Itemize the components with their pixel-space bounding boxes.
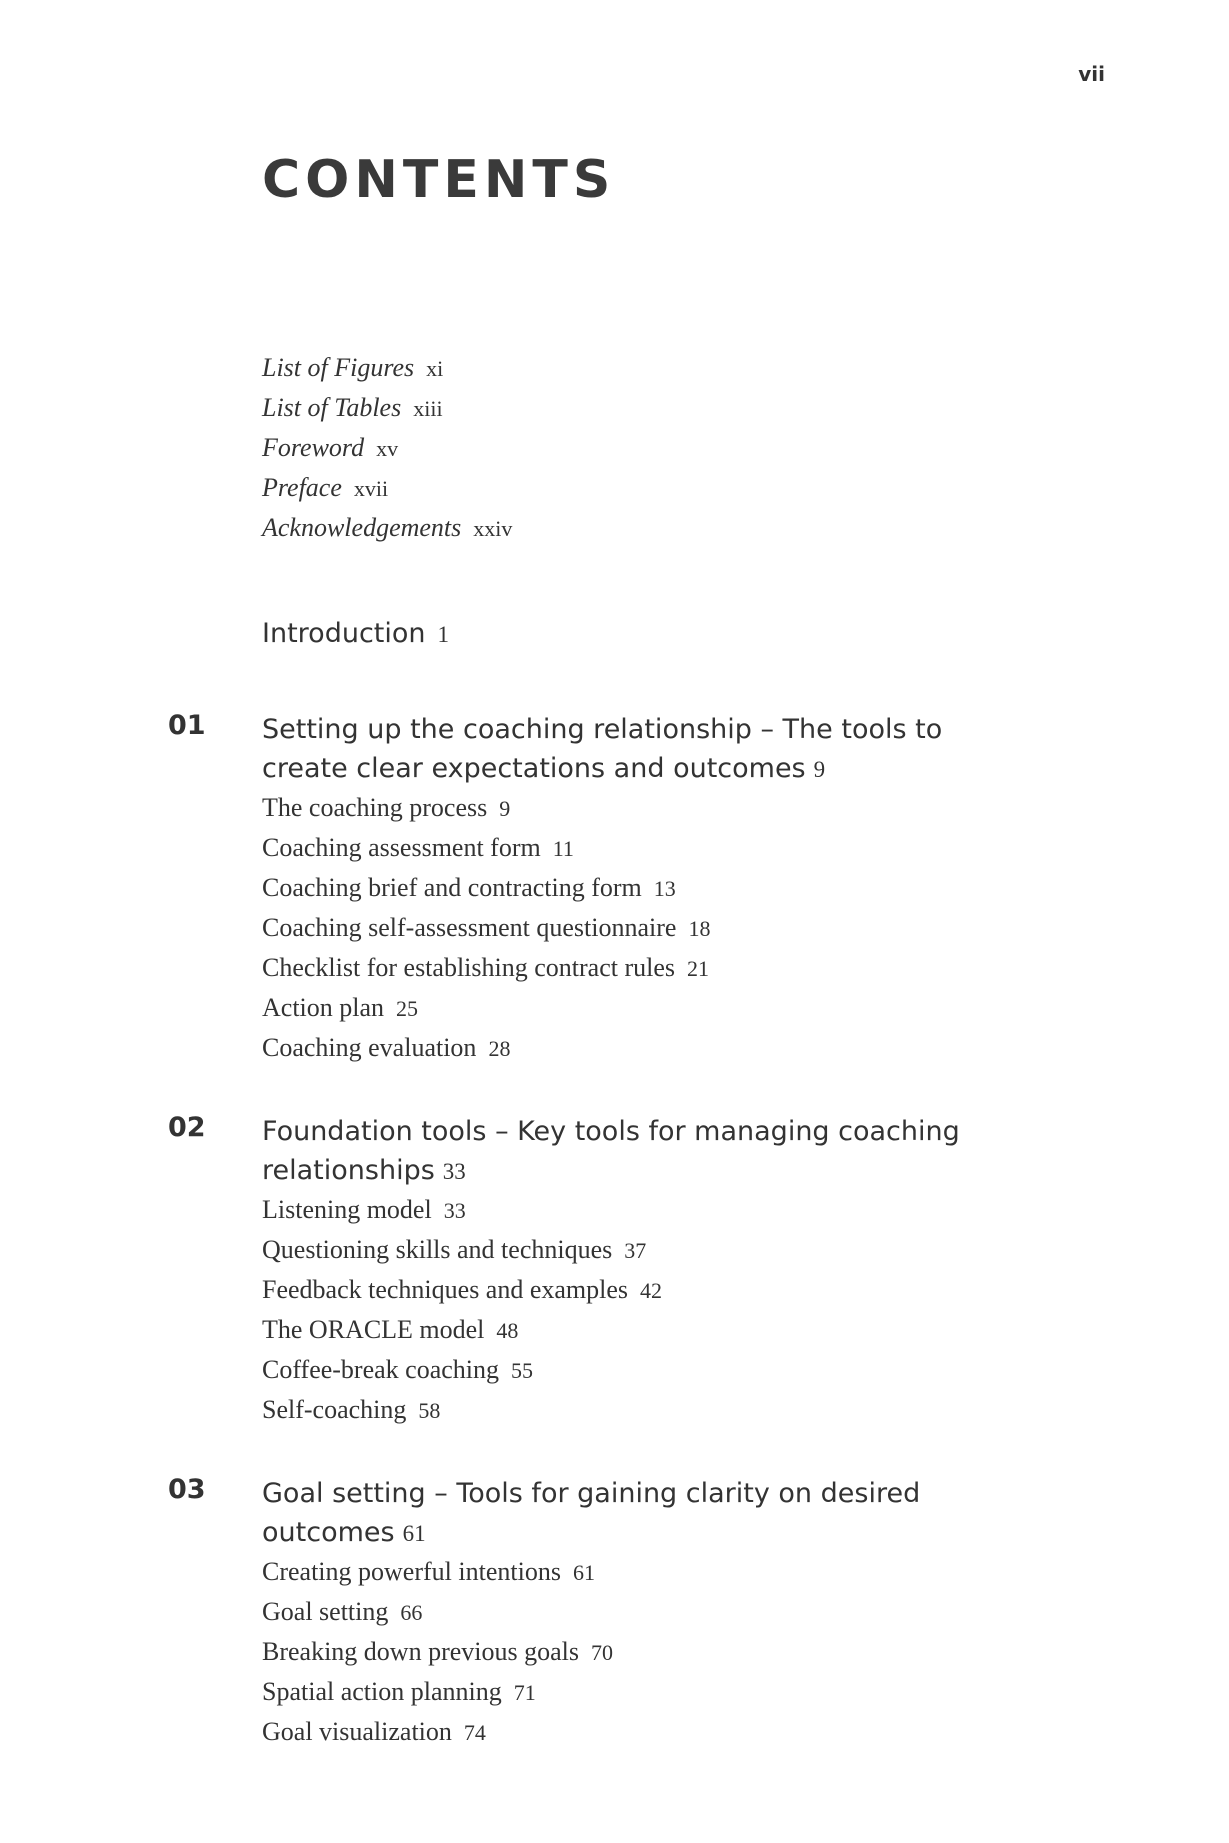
entry-page: 48 <box>496 1318 519 1343</box>
chapter-items <box>262 788 710 1068</box>
chapter-title: Setting up the coaching relationship – The tools to create clear expectations and outcomes <box>262 714 943 784</box>
introduction-page: 1 <box>437 622 450 647</box>
entry-title: Checklist for establishing contract rules <box>262 953 676 982</box>
entry-page: 18 <box>688 916 711 941</box>
prelim-title: Preface <box>262 473 342 502</box>
toc-entry[interactable] <box>262 1390 662 1430</box>
chapter-number: 02 <box>168 1112 206 1143</box>
entry-title: Goal setting <box>262 1597 389 1626</box>
prelim-title: Foreword <box>262 433 365 462</box>
page-title: CONTENTS <box>262 150 616 210</box>
chapter-items <box>262 1552 613 1752</box>
entry-page: 61 <box>572 1560 595 1585</box>
chapter-heading[interactable] <box>262 1112 1022 1191</box>
prelim-title: Acknowledgements <box>262 513 462 542</box>
entry-title: The coaching process <box>262 793 488 822</box>
entry-title: Breaking down previous goals <box>262 1637 580 1666</box>
entry-title: Creating powerful intentions <box>262 1557 561 1586</box>
entry-page: 74 <box>463 1720 486 1745</box>
toc-entry[interactable] <box>262 1592 613 1632</box>
entry-page: 66 <box>400 1600 423 1625</box>
entry-title: Coaching brief and contracting form <box>262 873 642 902</box>
entry-page: 9 <box>499 796 511 821</box>
toc-entry[interactable] <box>262 908 710 948</box>
page-number: vii <box>1078 62 1105 86</box>
entry-title: Coaching evaluation <box>262 1033 477 1062</box>
introduction-entry[interactable] <box>262 618 449 649</box>
entry-page: 71 <box>513 1680 536 1705</box>
entry-title: Self-coaching <box>262 1395 407 1424</box>
toc-entry[interactable] <box>262 1632 613 1672</box>
toc-entry[interactable] <box>262 1190 662 1230</box>
toc-entry[interactable] <box>262 1028 710 1068</box>
toc-entry[interactable] <box>262 1712 613 1752</box>
entry-title: Goal visualization <box>262 1717 452 1746</box>
prelim-page: xiii <box>413 396 443 421</box>
toc-entry[interactable] <box>262 1270 662 1310</box>
chapter-number: 03 <box>168 1474 206 1505</box>
prelim-title: List of Figures <box>262 353 415 382</box>
chapter-items <box>262 1190 662 1430</box>
entry-page: 11 <box>552 836 574 861</box>
prelim-page: xvii <box>353 476 389 501</box>
toc-entry[interactable] <box>262 948 710 988</box>
introduction-title: Introduction <box>262 618 426 649</box>
entry-title: Coaching assessment form <box>262 833 541 862</box>
entry-title: Questioning skills and techniques <box>262 1235 613 1264</box>
entry-page: 42 <box>640 1278 663 1303</box>
prelim-page: xv <box>376 436 399 461</box>
toc-entry[interactable] <box>262 1672 613 1712</box>
prelim-page: xi <box>426 356 444 381</box>
entry-page: 70 <box>591 1640 614 1665</box>
prelim-entry[interactable] <box>262 388 512 428</box>
entry-page: 37 <box>624 1238 647 1263</box>
toc-entry[interactable] <box>262 1350 662 1390</box>
entry-page: 33 <box>443 1198 466 1223</box>
prelim-entry[interactable] <box>262 428 512 468</box>
entry-page: 21 <box>687 956 710 981</box>
toc-entry[interactable] <box>262 1552 613 1592</box>
chapter-page: 9 <box>813 757 826 782</box>
prelim-title: List of Tables <box>262 393 402 422</box>
prelim-page: xxiv <box>473 516 513 541</box>
toc-entry[interactable] <box>262 988 710 1028</box>
toc-entry[interactable] <box>262 828 710 868</box>
entry-page: 28 <box>488 1036 511 1061</box>
entry-title: Coaching self-assessment questionnaire <box>262 913 677 942</box>
chapter-title: Goal setting – Tools for gaining clarity on desired outcomes <box>262 1478 921 1548</box>
entry-page: 25 <box>396 996 419 1021</box>
entry-page: 55 <box>511 1358 534 1383</box>
entry-title: Action plan <box>262 993 385 1022</box>
toc-entry[interactable] <box>262 788 710 828</box>
chapter-page: 61 <box>402 1521 426 1546</box>
entry-page: 58 <box>418 1398 441 1423</box>
chapter-number: 01 <box>168 710 206 741</box>
prelims-list <box>262 348 512 548</box>
toc-entry[interactable] <box>262 1230 662 1270</box>
toc-entry[interactable] <box>262 868 710 908</box>
toc-entry[interactable] <box>262 1310 662 1350</box>
entry-title: Feedback techniques and examples <box>262 1275 629 1304</box>
entry-title: Coffee-break coaching <box>262 1355 500 1384</box>
prelim-entry[interactable] <box>262 468 512 508</box>
entry-title: The ORACLE model <box>262 1315 485 1344</box>
entry-title: Spatial action planning <box>262 1677 502 1706</box>
entry-page: 13 <box>653 876 676 901</box>
prelim-entry[interactable] <box>262 508 512 548</box>
chapter-page: 33 <box>442 1159 466 1184</box>
chapter-heading[interactable] <box>262 1474 1022 1553</box>
entry-title: Listening model <box>262 1195 432 1224</box>
chapter-title: Foundation tools – Key tools for managing coaching relationships <box>262 1116 960 1186</box>
prelim-entry[interactable] <box>262 348 512 388</box>
chapter-heading[interactable] <box>262 710 1022 789</box>
